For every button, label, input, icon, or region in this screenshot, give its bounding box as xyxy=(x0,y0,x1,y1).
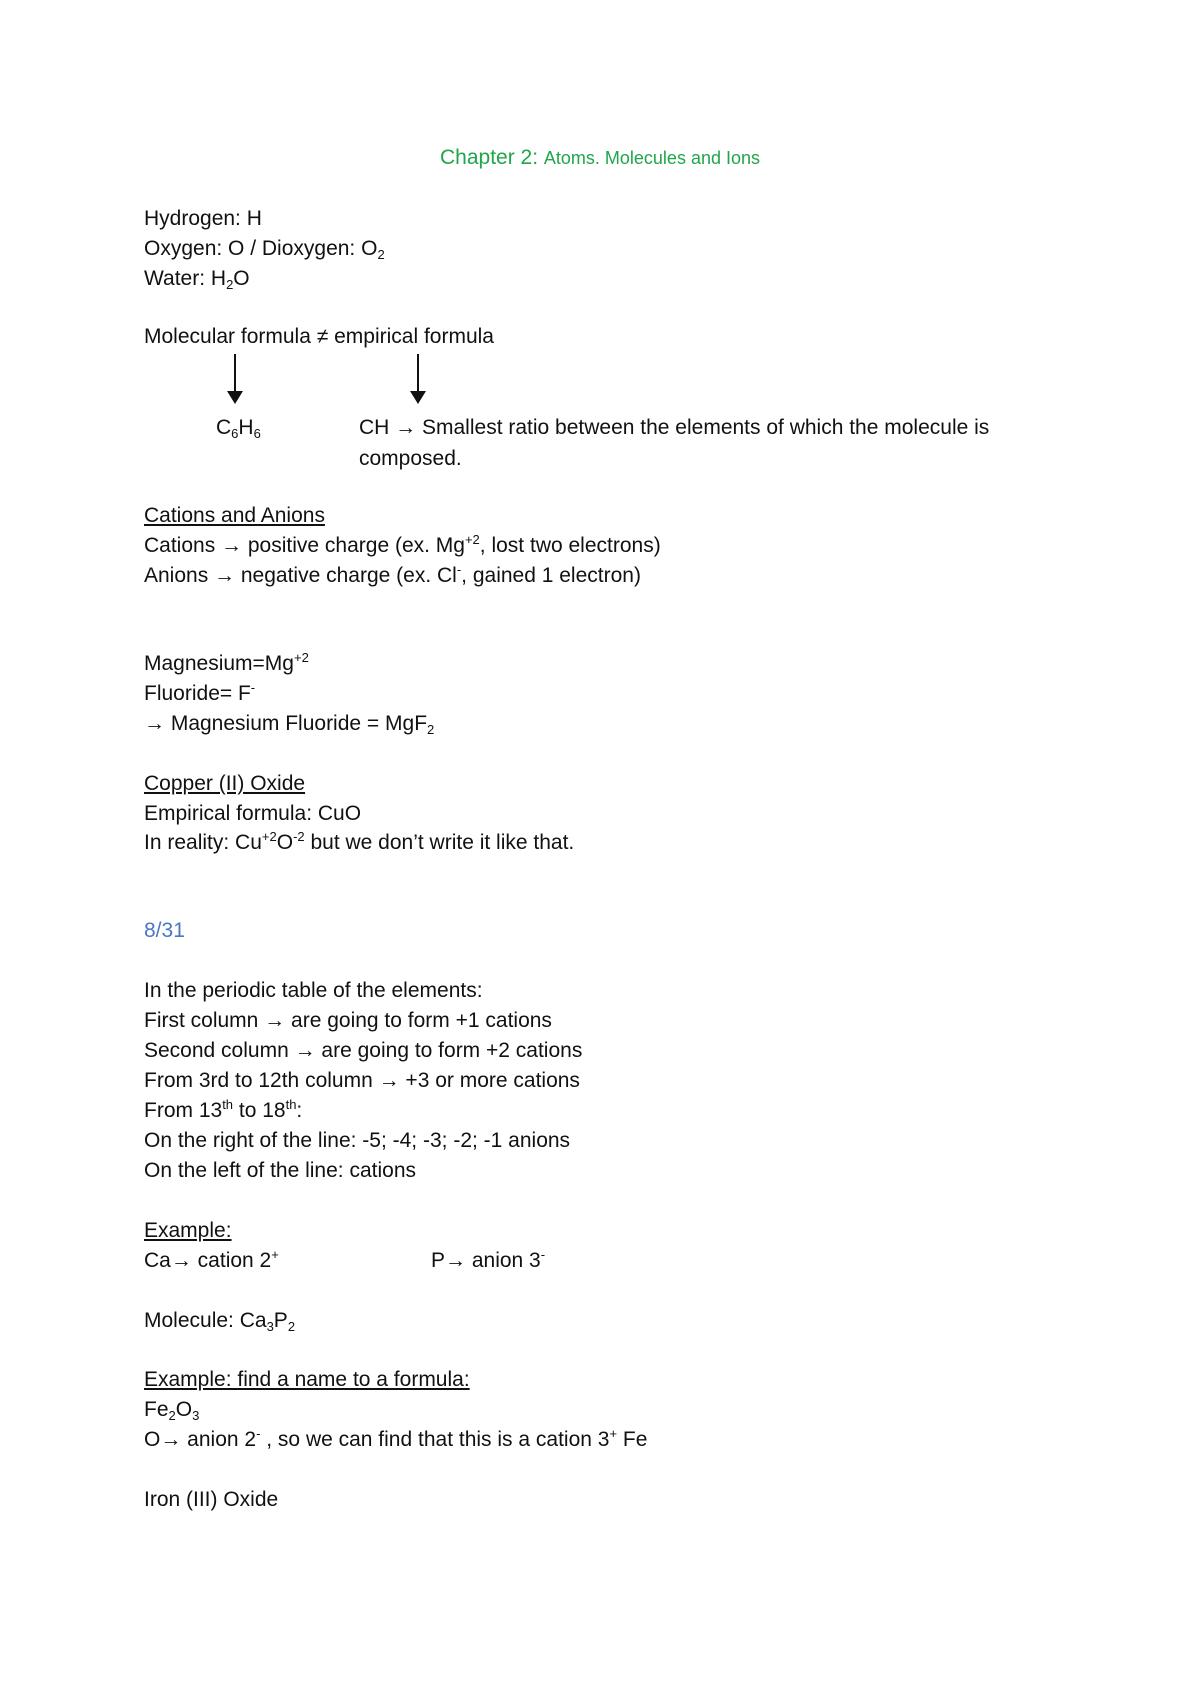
molecular-formula-heading: Molecular formula ≠ empirical formula xyxy=(144,325,494,348)
ch-explanation-cont: composed. xyxy=(359,447,462,470)
empirical-formula-line: Empirical formula: CuO xyxy=(144,802,362,825)
periodic-intro: In the periodic table of the elements: xyxy=(144,979,483,1002)
example-formula-heading: Example: find a name to a formula: xyxy=(144,1368,470,1391)
magnesium-line: $Magnesium=Mg^{+2}$ xyxy=(144,650,309,675)
hydrogen-line: Hydrogen: H xyxy=(144,207,262,230)
second-column-line: Second column → are going to form +2 cations xyxy=(144,1039,583,1062)
chapter-label: Chapter 2: xyxy=(439,146,539,169)
molecule-line: Molecule: $Ca_3P_2$ xyxy=(144,1309,296,1334)
fluoride-line: Fluoride= F- xyxy=(144,680,256,705)
arrow-down-icon xyxy=(417,354,419,392)
oxygen-line: Oxygen: O / Dioxygen: $O_2$ xyxy=(144,237,385,262)
copper-oxide-heading: Copper (II) Oxide xyxy=(144,772,306,795)
cations-anions-heading: Cations and Anions xyxy=(144,504,325,527)
fe2o3-formula: $Fe_2O_3$ xyxy=(144,1398,200,1423)
arrow-down-icon xyxy=(234,354,236,392)
oxygen-anion-line: O→ anion 2- , so we can find that this is a cation 3+ Fe xyxy=(144,1426,648,1451)
from-13-line: From 13th to 18th: xyxy=(144,1097,303,1122)
c6h6-formula: $C_6H_6$ xyxy=(216,416,261,441)
ch-explanation: CH → Smallest ratio between the elements of which the molecule is xyxy=(359,416,990,439)
right-of-line: On the right of the line: -5; -4; -3; -2; -1 anions xyxy=(144,1129,571,1152)
third-column-line: From 3rd to 12th column → +3 or more cations xyxy=(144,1069,580,1092)
chapter-title xyxy=(0,146,1200,170)
phosphorus-anion: P→ anion 3- xyxy=(431,1247,546,1272)
anions-line: Anions → negative charge (ex. Cl-, gained 1 electron) xyxy=(144,562,641,587)
left-of-line: On the left of the line: cations xyxy=(144,1159,416,1182)
date-heading: 8/31 xyxy=(144,919,185,942)
iron-oxide-name: Iron (III) Oxide xyxy=(144,1488,279,1511)
magnesium-fluoride-line: → Magnesium Fluoride = MgF$_2$ xyxy=(144,712,435,737)
cations-line: Cations → positive charge (ex. $Mg^{+2}$, lost two electrons) xyxy=(144,532,661,557)
water-line: Water: $H_2O$ xyxy=(144,267,250,292)
first-column-line: First column → are going to form +1 cations xyxy=(144,1009,552,1032)
calcium-cation: Ca→ cation 2+ xyxy=(144,1247,279,1272)
example-heading: Example: xyxy=(144,1219,232,1242)
reality-line: In reality: $Cu^{+2}O^{-2}$ but we don’t write it like that. xyxy=(144,829,575,854)
chapter-subtitle: Atoms. Molecules and Ions xyxy=(543,148,760,168)
